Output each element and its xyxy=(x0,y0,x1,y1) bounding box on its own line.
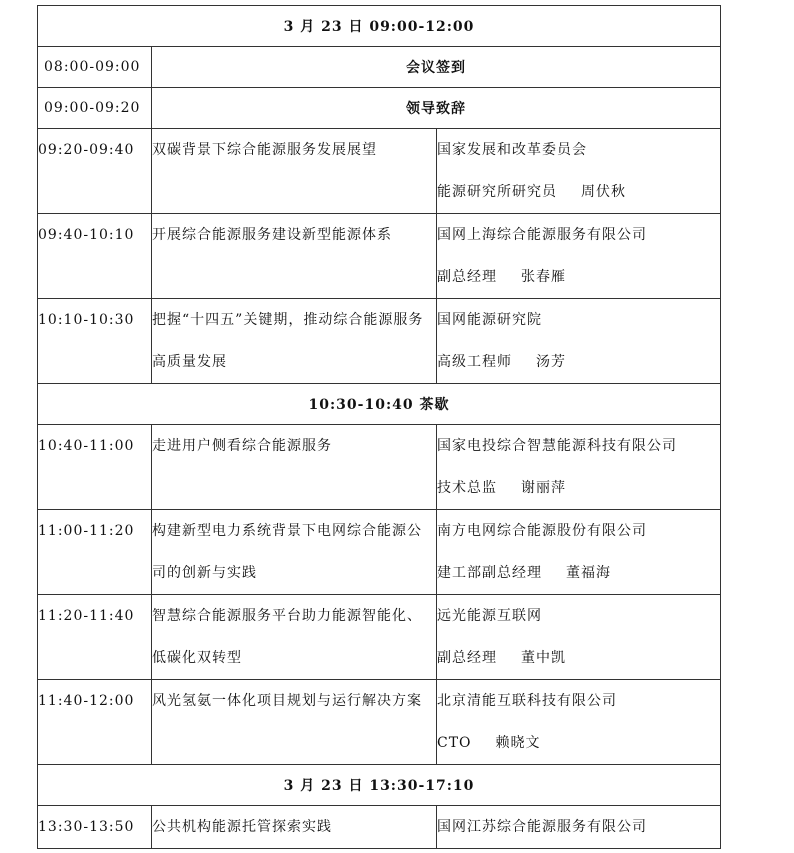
topic-cell: 构建新型电力系统背景下电网综合能源公司的创新与实践 xyxy=(152,510,437,595)
topic-cell: 走进用户侧看综合能源服务 xyxy=(152,425,437,510)
table-row xyxy=(38,88,721,129)
time-cell: 10:40-11:00 xyxy=(38,425,152,510)
speaker-title: 副总经理 xyxy=(437,269,497,285)
table-row xyxy=(38,680,721,765)
speaker-org: 国网能源研究院 xyxy=(437,312,542,328)
speaker-title: 能源研究所研究员 xyxy=(437,184,557,200)
table-row xyxy=(38,129,721,214)
speaker-name: 周伏秋 xyxy=(581,184,626,200)
speaker-title: 高级工程师 xyxy=(437,354,512,370)
table-row xyxy=(38,214,721,299)
speaker-cell xyxy=(437,510,721,595)
speaker-title: CTO xyxy=(437,735,472,751)
table-row xyxy=(38,510,721,595)
speaker-name: 董中凯 xyxy=(521,650,566,666)
speaker-cell xyxy=(437,425,721,510)
time-cell: 09:20-09:40 xyxy=(38,129,152,214)
table-row xyxy=(38,47,721,88)
topic-cell: 开展综合能源服务建设新型能源体系 xyxy=(152,214,437,299)
speaker-title: 副总经理 xyxy=(437,650,497,666)
topic-cell: 风光氢氨一体化项目规划与运行解决方案 xyxy=(152,680,437,765)
speaker-name: 董福海 xyxy=(566,565,611,581)
tea-break-cell: 10:30-10:40 茶歇 xyxy=(38,384,721,425)
topic-cell: 把握“十四五”关键期，推动综合能源服务高质量发展 xyxy=(152,299,437,384)
speaker-org: 国家电投综合智慧能源科技有限公司 xyxy=(437,438,677,454)
time-cell: 11:20-11:40 xyxy=(38,595,152,680)
speaker-org: 国网江苏综合能源服务有限公司 xyxy=(437,819,647,835)
speaker-name: 张春雁 xyxy=(521,269,566,285)
speaker-org: 国家发展和改革委员会 xyxy=(437,142,587,158)
topic-cell: 公共机构能源托管探索实践 xyxy=(152,806,437,849)
time-cell: 08:00-09:00 xyxy=(38,47,152,88)
speaker-cell xyxy=(437,595,721,680)
table-row xyxy=(38,425,721,510)
table-row xyxy=(38,595,721,680)
speaker-cell xyxy=(437,806,721,849)
speaker-cell xyxy=(437,680,721,765)
time-cell: 11:00-11:20 xyxy=(38,510,152,595)
speaker-org: 远光能源互联网 xyxy=(437,608,542,624)
time-cell: 11:40-12:00 xyxy=(38,680,152,765)
time-cell: 09:40-10:10 xyxy=(38,214,152,299)
time-cell: 13:30-13:50 xyxy=(38,806,152,849)
session-header: 3 月 23 日 13:30-17:10 xyxy=(38,765,721,806)
speaker-name: 赖晓文 xyxy=(495,735,541,751)
speaker-cell xyxy=(437,129,721,214)
table-row xyxy=(38,299,721,384)
full-span-cell: 会议签到 xyxy=(152,47,721,88)
speaker-name: 汤芳 xyxy=(536,354,566,370)
session-header-row xyxy=(38,6,721,47)
speaker-org: 国网上海综合能源服务有限公司 xyxy=(437,227,647,243)
speaker-name: 谢丽萍 xyxy=(521,480,566,496)
topic-cell: 智慧综合能源服务平台助力能源智能化、低碳化双转型 xyxy=(152,595,437,680)
time-cell: 09:00-09:20 xyxy=(38,88,152,129)
time-cell: 10:10-10:30 xyxy=(38,299,152,384)
session-header: 3 月 23 日 09:00-12:00 xyxy=(38,6,721,47)
session-header-row xyxy=(38,765,721,806)
speaker-cell xyxy=(437,214,721,299)
speaker-title: 技术总监 xyxy=(437,480,497,496)
speaker-cell xyxy=(437,299,721,384)
break-row xyxy=(38,384,721,425)
topic-cell: 双碳背景下综合能源服务发展展望 xyxy=(152,129,437,214)
table-row xyxy=(38,806,721,849)
full-span-cell: 领导致辞 xyxy=(152,88,721,129)
speaker-title: 建工部副总经理 xyxy=(437,565,542,581)
agenda-table xyxy=(37,5,721,849)
speaker-org: 北京清能互联科技有限公司 xyxy=(437,693,617,709)
speaker-org: 南方电网综合能源股份有限公司 xyxy=(437,523,647,539)
